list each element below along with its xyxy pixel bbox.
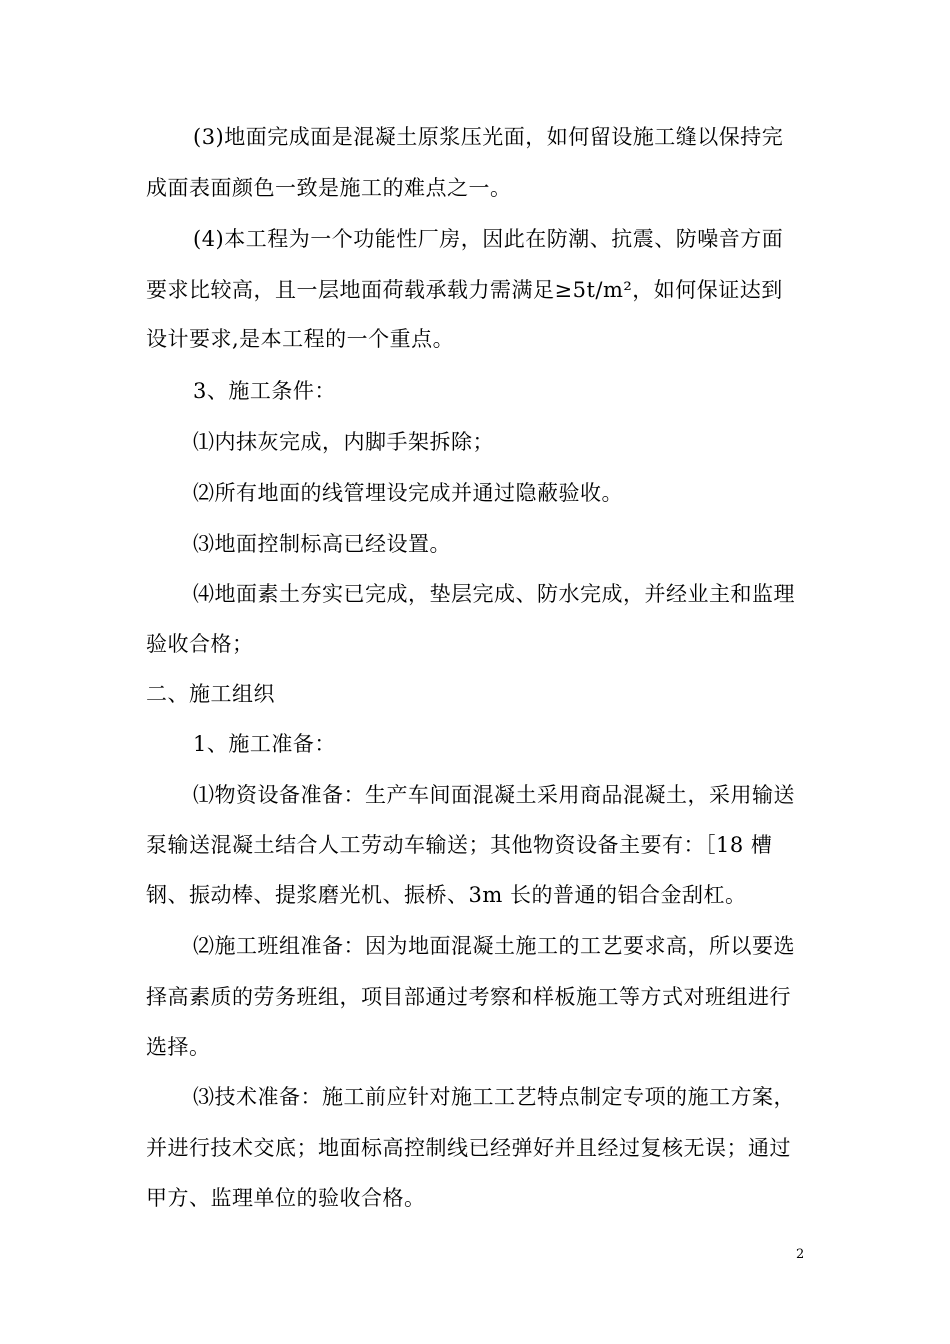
paragraph-line: 选择。 — [146, 1035, 211, 1059]
list-item: ⑴内抹灰完成，内脚手架拆除； — [193, 430, 494, 454]
paragraph-line: 要求比较高，且一层地面荷载承载力需满足≥5t/m²，如何保证达到 — [146, 278, 783, 302]
paragraph-line: 择高素质的劳务班组，项目部通过考察和样板施工等方式对班组进行 — [146, 985, 791, 1009]
paragraph-line: 并进行技术交底；地面标高控制线已经弹好并且经过复核无误；通过 — [146, 1136, 791, 1160]
chapter-heading: 二、施工组织 — [146, 682, 275, 706]
paragraph-line: 成面表面颜色一致是施工的难点之一。 — [146, 176, 512, 200]
paragraph-line: 甲方、监理单位的验收合格。 — [146, 1186, 426, 1210]
paragraph-line: 验收合格； — [146, 632, 254, 656]
paragraph-line: (3)地面完成面是混凝土原浆压光面，如何留设施工缝以保持完 — [193, 125, 784, 149]
paragraph-line: 泵输送混凝土结合人工劳动车输送；其他物资设备主要有：［18 槽 — [146, 833, 773, 857]
section-heading: 1、施工准备： — [193, 732, 336, 756]
list-item: ⑵所有地面的线管埋设完成并通过隐蔽验收。 — [193, 481, 623, 505]
list-item: ⑶地面控制标高已经设置。 — [193, 532, 451, 556]
paragraph-line: (4)本工程为一个功能性厂房，因此在防潮、抗震、防噪音方面 — [193, 227, 784, 251]
paragraph-line: 钢、振动棒、提浆磨光机、振桥、3m 长的普通的铝合金刮杠。 — [146, 883, 747, 907]
paragraph-line: 设计要求,是本工程的一个重点。 — [146, 327, 455, 351]
page-number: 2 — [796, 1247, 805, 1262]
list-item: ⑵施工班组准备：因为地面混凝土施工的工艺要求高，所以要选 — [193, 934, 795, 958]
section-heading: 3、施工条件： — [193, 379, 336, 403]
list-item: ⑶技术准备：施工前应针对施工工艺特点制定专项的施工方案， — [193, 1085, 795, 1109]
list-item: ⑴物资设备准备：生产车间面混凝土采用商品混凝土，采用输送 — [193, 783, 795, 807]
list-item: ⑷地面素土夯实已完成，垫层完成、防水完成，并经业主和监理 — [193, 582, 795, 606]
